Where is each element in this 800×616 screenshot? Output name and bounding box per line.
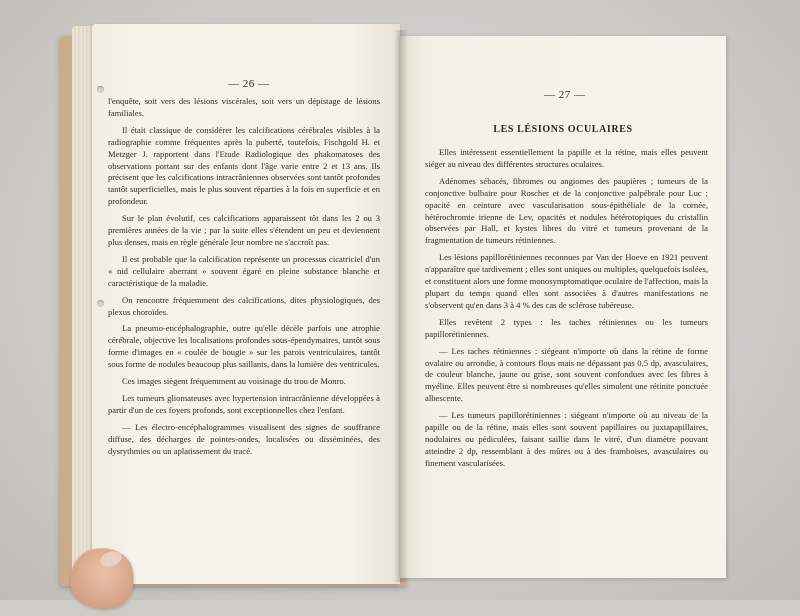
paragraph: Adénomes sébacés, fibromes ou angiomes des paupières ; tumeurs de la conjonctive bulbaire pour Roscher et de la conjonctive palpébrale pour Luc ; opacité en ceinture avec vascularisation sous-épithéliale de la cornée, hétérochromie irienne de Lev, opacités et nodules hétérotopiques du cristallin observées par Hall, et kystes libres du vitré et tumeurs provenant de la fragmentation de tumeurs rétiniennes. xyxy=(425,175,708,246)
paragraph: l'enquête, soit vers des lésions viscérales, soit vers un dépistage de lésions familiales. xyxy=(108,96,380,118)
right-page-body xyxy=(425,147,708,475)
left-page-number: — 26 — xyxy=(228,78,270,90)
paragraph: La pneumo-encéphalographie, outre qu'elle décèle parfois une atrophie cérébrale, objective les localisations profondes sous-épendymaires, tantôt sous forme d'images en « coulée de bougie » sur les parois ventriculaires, tantôt sous forme de nodules beaucoup plus saillants, dans la lumière des ventricules. xyxy=(108,323,380,370)
binding-hole xyxy=(97,300,104,307)
paragraph: Il est probable que la calcification représente un processus cicatriciel d'un « nid cellulaire aberrant » souvent égaré en pleine substance blanche et caractéristique de la maladie. xyxy=(108,253,380,288)
paragraph: Ces images siègent fréquemment au voisinage du trou de Monro. xyxy=(122,376,346,387)
binding-hole xyxy=(97,86,104,93)
paragraph: — Les taches rétiniennes : siégeant n'importe où dans la rétine de forme ovalaire ou arrondie, à contours flous mais ne dépassant pas 0,5 dp, avasculaires, de couleur blanche, jaune ou grise, sont souvent confondues avec les fibres à myéline. Elles peuvent être si nombreuses qu'elles simulent une rétinite ponctuée albescente. xyxy=(425,345,708,404)
paragraph: Elles intéressent essentiellement la papille et la rétine, mais elles peuvent siéger au niveau des différentes structures oculaires. xyxy=(425,147,708,169)
paragraph: Sur le plan évolutif, ces calcifications apparaissent tôt dans les 2 ou 3 premières années de la vie ; par la suite elles s'étendent un peu et deviennent plus denses, mais en règle générale leur nombre ne s'accroît pas. xyxy=(108,213,380,247)
paragraph: — Les électro-encéphalogrammes visualisent des signes de souffrance diffuse, des décharges de pointes-ondes, localisées ou disséminées, des dysrythmies ou un aplatissement du tracé. xyxy=(108,421,380,456)
paragraph: — Les tumeurs papillorétiniennes : siégeant n'importe où au niveau de la papille ou de la rétine, mais elles sont souvent papillaires ou juxtapapillaires, nodulaires ou pédiculées, faisant saillie dans le vitré, d'un diamètre pouvant atteindre 2 dp, ressemblant à des mûres ou à des framboises, avasculaires ou finement vascularisées. xyxy=(425,410,708,468)
paragraph: Elles revêtent 2 types : les taches rétiniennes ou les tumeurs papillorétiniennes. xyxy=(425,316,708,339)
paragraph: Les lésions papillorétiniennes reconnues par Van der Hoeve en 1921 peuvent n'apparaître que tardivement ; elles sont uniques ou multiples, quelquefois isolées, et constituent alors une forme monosymptomatique oculaire de l'affection, mais la plupart du temps quand elles sont associées à d'autres manifestations ne s'observent qu'en dans 3 à 4 % des cas de sclérose tubéreuse. xyxy=(425,252,708,310)
paragraph: Les tumeurs gliomateuses avec hypertension intracrânienne développées à partir d'un de ces foyers profonds, sont exceptionnelles chez l'enfant. xyxy=(108,392,380,415)
book-gutter xyxy=(394,30,408,582)
right-page-number: — 27 — xyxy=(544,89,586,101)
paragraph: Il était classique de considérer les calcifications cérébrales visibles à la radiographie comme fréquentes après la puberté, toutefois, Fischgold H. et Metzger J. rapportent dans l'Etude Radiologique des phakomatoses des observations portant sur des enfants dont l'âge varie entre 2 et 13 ans. Ils précisent que les calcifications intracrâniennes observées sont tantôt profondes tantôt superficielles, mais le plus souvent réparties à la fois en superficie et en profondeur. xyxy=(108,124,380,207)
section-heading: LES LÉSIONS OCULAIRES xyxy=(493,124,633,135)
paragraph: On rencontre fréquemment des calcifications, dites physiologiques, des plexus choroïdes. xyxy=(108,294,380,317)
left-page-body xyxy=(108,96,380,462)
